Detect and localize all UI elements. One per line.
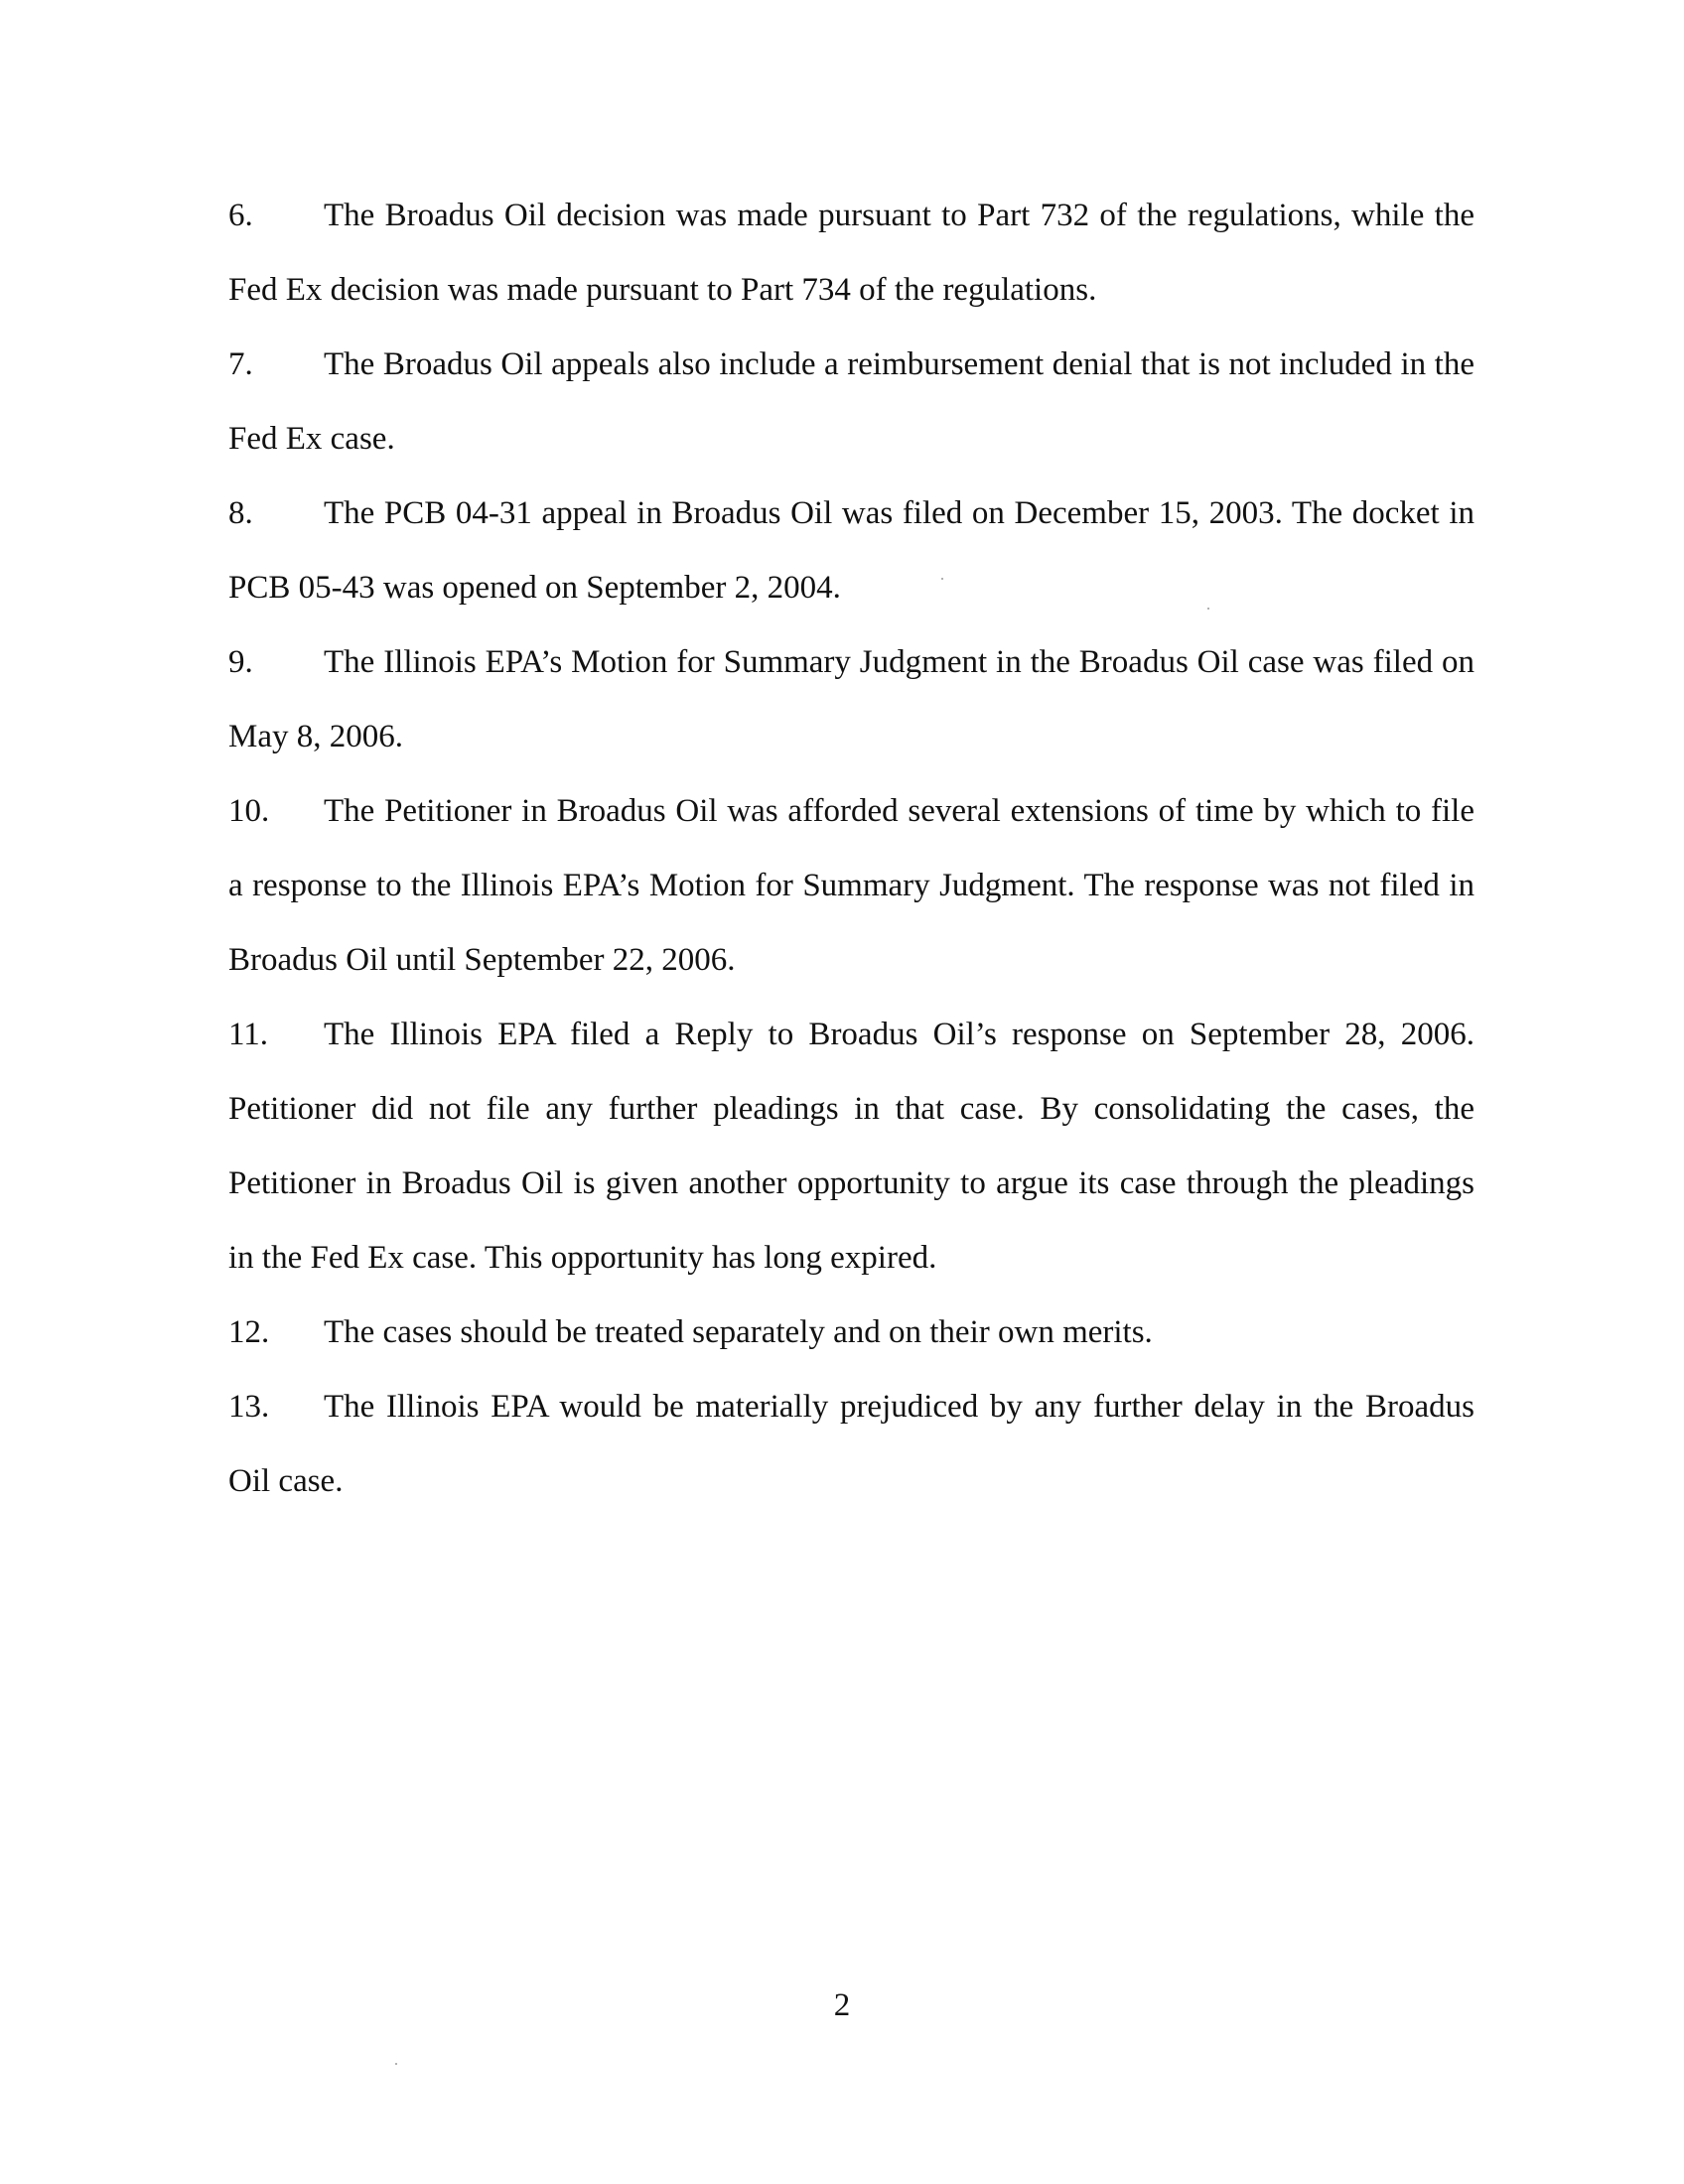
paragraph-8 — [228, 477, 1474, 625]
paragraph-text: The Broadus Oil decision was made pursuant to Part 732 of the regulations, while the Fed Ex decision was made pursuant to Part 734 of the regulations. — [228, 198, 1474, 308]
paragraph-7 — [228, 328, 1474, 477]
paragraph-12 — [228, 1296, 1474, 1370]
scan-speck — [941, 578, 943, 580]
paragraph-number: 9. — [228, 644, 253, 680]
paragraph-text: The Petitioner in Broadus Oil was afforded several extensions of time by which to file a response to the Illinois EPA’s Motion for Summary Judgment. The response was not filed in Broadus Oil until September 22, 2006. — [228, 793, 1474, 978]
paragraph-13 — [228, 1370, 1474, 1519]
document-body — [228, 179, 1474, 1519]
paragraph-text: The PCB 04-31 appeal in Broadus Oil was filed on December 15, 2003. The docket in PCB 05-43 was opened on September 2, 2004. — [228, 495, 1474, 606]
paragraph-11 — [228, 998, 1474, 1296]
scan-speck — [395, 2063, 397, 2065]
paragraph-6 — [228, 179, 1474, 328]
paragraph-number: 7. — [228, 346, 253, 382]
paragraph-number: 6. — [228, 198, 253, 233]
paragraph-number: 11. — [228, 1017, 269, 1052]
paragraph-number: 13. — [228, 1389, 270, 1425]
paragraph-text: The Broadus Oil appeals also include a reimbursement denial that is not included in the Fed Ex case. — [228, 346, 1474, 457]
page-number: 2 — [833, 1987, 851, 2023]
paragraph-text: The Illinois EPA filed a Reply to Broadus Oil’s response on September 28, 2006. Petitioner did not file any further pleadings in that case. By consolidating the cases, the Petitioner in Broadus Oil is given another opportunity to argue its case through the pleadings in the Fed Ex case. This opportunity has long expired. — [228, 1017, 1474, 1276]
paragraph-text: The Illinois EPA would be materially prejudiced by any further delay in the Broadus Oil case. — [228, 1389, 1474, 1499]
paragraph-number: 12. — [228, 1314, 270, 1350]
paragraph-9 — [228, 625, 1474, 774]
paragraph-number: 8. — [228, 495, 253, 531]
paragraph-text: The Illinois EPA’s Motion for Summary Judgment in the Broadus Oil case was filed on May 8, 2006. — [228, 644, 1474, 754]
paragraph-number: 10. — [228, 793, 270, 829]
paragraph-10 — [228, 774, 1474, 998]
scan-speck — [1207, 608, 1209, 610]
paragraph-text: The cases should be treated separately and on their own merits. — [324, 1314, 1153, 1350]
